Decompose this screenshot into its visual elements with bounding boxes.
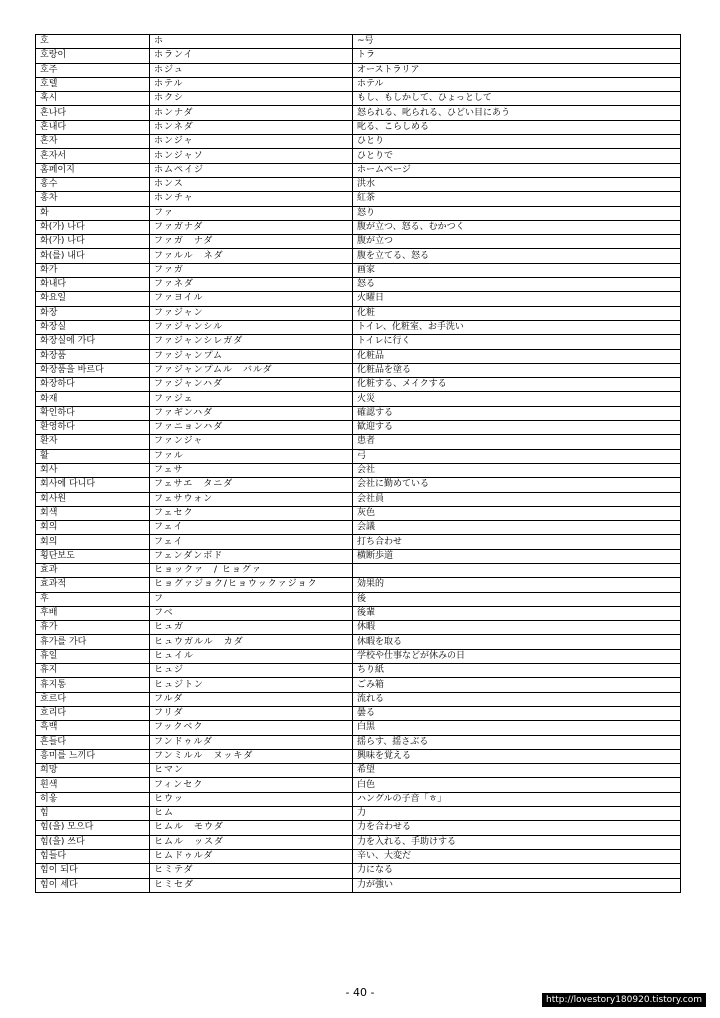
korean-word-cell: 화장실 <box>36 320 150 334</box>
korean-word-cell: 화내다 <box>36 278 150 292</box>
japanese-meaning-cell: トイレに行く <box>353 335 681 349</box>
katakana-reading-cell: ヒウッ <box>150 792 353 806</box>
katakana-reading-cell: フルダ <box>150 692 353 706</box>
korean-word-cell: 화장하다 <box>36 378 150 392</box>
korean-word-cell: 회사 <box>36 463 150 477</box>
japanese-meaning-cell: 力になる <box>353 864 681 878</box>
table-row <box>36 135 681 149</box>
katakana-reading-cell: フェイ <box>150 535 353 549</box>
table-row <box>36 664 681 678</box>
table-row <box>36 606 681 620</box>
korean-word-cell: 휴가 <box>36 621 150 635</box>
table-row <box>36 563 681 577</box>
japanese-meaning-cell: 後 <box>353 592 681 606</box>
table-row <box>36 435 681 449</box>
katakana-reading-cell: フェイ <box>150 521 353 535</box>
katakana-reading-cell: ファジャンプムル バルダ <box>150 363 353 377</box>
table-row <box>36 63 681 77</box>
table-row <box>36 849 681 863</box>
table-row <box>36 249 681 263</box>
korean-word-cell: 호주 <box>36 63 150 77</box>
table-row <box>36 706 681 720</box>
table-row <box>36 77 681 91</box>
korean-word-cell: 화재 <box>36 392 150 406</box>
japanese-meaning-cell: 白黒 <box>353 721 681 735</box>
katakana-reading-cell: ヒムル モウダ <box>150 821 353 835</box>
japanese-meaning-cell: 会社 <box>353 463 681 477</box>
korean-word-cell: 혼내다 <box>36 120 150 134</box>
korean-word-cell: 혼자 <box>36 135 150 149</box>
japanese-meaning-cell: 怒る <box>353 278 681 292</box>
table-row <box>36 406 681 420</box>
table-row <box>36 363 681 377</box>
korean-word-cell: 희망 <box>36 764 150 778</box>
katakana-reading-cell: ファジャンシレガダ <box>150 335 353 349</box>
korean-word-cell: 휴일 <box>36 649 150 663</box>
korean-word-cell: 힘이 세다 <box>36 878 150 892</box>
korean-word-cell: 호 <box>36 35 150 49</box>
katakana-reading-cell: フックベク <box>150 721 353 735</box>
table-row <box>36 878 681 892</box>
katakana-reading-cell: フィンセク <box>150 778 353 792</box>
katakana-reading-cell: ホクシ <box>150 92 353 106</box>
korean-word-cell: 회사원 <box>36 492 150 506</box>
korean-word-cell: 혼나다 <box>36 106 150 120</box>
table-row <box>36 807 681 821</box>
katakana-reading-cell: ヒュジ <box>150 664 353 678</box>
katakana-reading-cell: ファガ ナダ <box>150 235 353 249</box>
japanese-meaning-cell: 休暇 <box>353 621 681 635</box>
table-row <box>36 621 681 635</box>
korean-word-cell: 환영하다 <box>36 421 150 435</box>
korean-word-cell: 화 <box>36 206 150 220</box>
japanese-meaning-cell: ひとりで <box>353 149 681 163</box>
table-row <box>36 192 681 206</box>
table-row <box>36 49 681 63</box>
japanese-meaning-cell: もし、もしかして、ひょっとして <box>353 92 681 106</box>
katakana-reading-cell: ホンチャ <box>150 192 353 206</box>
table-row <box>36 335 681 349</box>
japanese-meaning-cell: 腹が立つ、怒る、むかつく <box>353 220 681 234</box>
japanese-meaning-cell: 力を入れる、手助けする <box>353 835 681 849</box>
table-row <box>36 635 681 649</box>
japanese-meaning-cell: 腹を立てる、怒る <box>353 249 681 263</box>
katakana-reading-cell: ファネダ <box>150 278 353 292</box>
table-row <box>36 678 681 692</box>
korean-word-cell: 회의 <box>36 521 150 535</box>
table-row <box>36 463 681 477</box>
table-row <box>36 492 681 506</box>
korean-word-cell: 힘(을) 모으다 <box>36 821 150 835</box>
japanese-meaning-cell: 怒り <box>353 206 681 220</box>
korean-word-cell: 흐리다 <box>36 706 150 720</box>
korean-word-cell: 화요일 <box>36 292 150 306</box>
japanese-meaning-cell: 歓迎する <box>353 421 681 435</box>
japanese-meaning-cell: 辛い、大変だ <box>353 849 681 863</box>
korean-word-cell: 호텔 <box>36 77 150 91</box>
japanese-meaning-cell: ひとり <box>353 135 681 149</box>
korean-word-cell: 힘들다 <box>36 849 150 863</box>
korean-word-cell: 화(가) 나다 <box>36 235 150 249</box>
katakana-reading-cell: ファニョンハダ <box>150 421 353 435</box>
katakana-reading-cell: フベ <box>150 606 353 620</box>
japanese-meaning-cell: 打ち合わせ <box>353 535 681 549</box>
katakana-reading-cell: ホンジャソ <box>150 149 353 163</box>
katakana-reading-cell: フェサウォン <box>150 492 353 506</box>
korean-word-cell: 흑백 <box>36 721 150 735</box>
table-row <box>36 149 681 163</box>
korean-word-cell: 흥미를 느끼다 <box>36 749 150 763</box>
japanese-meaning-cell: ホームページ <box>353 163 681 177</box>
katakana-reading-cell: ファギンハダ <box>150 406 353 420</box>
korean-word-cell: 휴지 <box>36 664 150 678</box>
table-row <box>36 535 681 549</box>
korean-word-cell: 화(를) 내다 <box>36 249 150 263</box>
katakana-reading-cell: ヒムル ッスダ <box>150 835 353 849</box>
japanese-meaning-cell: 怒られる、叱られる、ひどい目にあう <box>353 106 681 120</box>
table-row <box>36 92 681 106</box>
korean-word-cell: 화(가) 나다 <box>36 220 150 234</box>
vocabulary-table-body <box>36 35 681 893</box>
table-row <box>36 278 681 292</box>
table-row <box>36 478 681 492</box>
katakana-reading-cell: フンドゥルダ <box>150 735 353 749</box>
katakana-reading-cell: ファガナダ <box>150 220 353 234</box>
table-row <box>36 378 681 392</box>
japanese-meaning-cell: 力が強い <box>353 878 681 892</box>
katakana-reading-cell: ホランイ <box>150 49 353 63</box>
japanese-meaning-cell: 火曜日 <box>353 292 681 306</box>
table-row <box>36 177 681 191</box>
japanese-meaning-cell: 洪水 <box>353 177 681 191</box>
korean-word-cell: 화장 <box>36 306 150 320</box>
korean-word-cell: 회사에 다니다 <box>36 478 150 492</box>
table-row <box>36 421 681 435</box>
katakana-reading-cell: ファジェ <box>150 392 353 406</box>
katakana-reading-cell: ヒュウガルル カダ <box>150 635 353 649</box>
katakana-reading-cell: ファジャンシル <box>150 320 353 334</box>
katakana-reading-cell: ファジャンハダ <box>150 378 353 392</box>
katakana-reading-cell: フェンダンボド <box>150 549 353 563</box>
japanese-meaning-cell: 患者 <box>353 435 681 449</box>
table-row <box>36 292 681 306</box>
korean-word-cell: 혹시 <box>36 92 150 106</box>
table-row <box>36 206 681 220</box>
korean-word-cell: 화가 <box>36 263 150 277</box>
korean-word-cell: 후배 <box>36 606 150 620</box>
table-row <box>36 106 681 120</box>
katakana-reading-cell: ホンナダ <box>150 106 353 120</box>
table-row <box>36 349 681 363</box>
table-row <box>36 506 681 520</box>
katakana-reading-cell: ヒムドゥルダ <box>150 849 353 863</box>
katakana-reading-cell: ファ <box>150 206 353 220</box>
japanese-meaning-cell: 叱る、こらしめる <box>353 120 681 134</box>
table-row <box>36 449 681 463</box>
korean-word-cell: 흐르다 <box>36 692 150 706</box>
japanese-meaning-cell: 会社に勤めている <box>353 478 681 492</box>
japanese-meaning-cell: 腹が立つ <box>353 235 681 249</box>
katakana-reading-cell: ヒョックァ / ヒョグァ <box>150 563 353 577</box>
table-row <box>36 864 681 878</box>
table-row <box>36 692 681 706</box>
korean-word-cell: 흔들다 <box>36 735 150 749</box>
table-row <box>36 392 681 406</box>
katakana-reading-cell: ホンス <box>150 177 353 191</box>
katakana-reading-cell: ヒュイル <box>150 649 353 663</box>
japanese-meaning-cell: トラ <box>353 49 681 63</box>
table-row <box>36 220 681 234</box>
japanese-meaning-cell: トイレ、化粧室、お手洗い <box>353 320 681 334</box>
japanese-meaning-cell: ちり紙 <box>353 664 681 678</box>
japanese-meaning-cell: 画家 <box>353 263 681 277</box>
japanese-meaning-cell: ハングルの子音「ㅎ」 <box>353 792 681 806</box>
table-row <box>36 578 681 592</box>
table-row <box>36 735 681 749</box>
korean-word-cell: 휴지통 <box>36 678 150 692</box>
katakana-reading-cell: フ <box>150 592 353 606</box>
katakana-reading-cell: ヒマン <box>150 764 353 778</box>
table-row <box>36 235 681 249</box>
japanese-meaning-cell: 学校や仕事などが休みの日 <box>353 649 681 663</box>
korean-word-cell: 후 <box>36 592 150 606</box>
table-row <box>36 749 681 763</box>
japanese-meaning-cell: 紅茶 <box>353 192 681 206</box>
table-row <box>36 263 681 277</box>
korean-word-cell: 회의 <box>36 535 150 549</box>
table-row <box>36 549 681 563</box>
korean-word-cell: 확인하다 <box>36 406 150 420</box>
table-row <box>36 835 681 849</box>
japanese-meaning-cell: 流れる <box>353 692 681 706</box>
japanese-meaning-cell: オーストラリア <box>353 63 681 77</box>
table-row <box>36 521 681 535</box>
japanese-meaning-cell: 休暇を取る <box>353 635 681 649</box>
katakana-reading-cell: フェセク <box>150 506 353 520</box>
korean-word-cell: 환자 <box>36 435 150 449</box>
katakana-reading-cell: ホンジャ <box>150 135 353 149</box>
table-row <box>36 821 681 835</box>
korean-word-cell: 회색 <box>36 506 150 520</box>
korean-word-cell: 홍차 <box>36 192 150 206</box>
japanese-meaning-cell: 化粧品を塗る <box>353 363 681 377</box>
japanese-meaning-cell: 化粧品 <box>353 349 681 363</box>
japanese-meaning-cell: 曇る <box>353 706 681 720</box>
japanese-meaning-cell: 興味を覚える <box>353 749 681 763</box>
table-row <box>36 320 681 334</box>
katakana-reading-cell: ヒョグァジョク/ヒョウックァジョク <box>150 578 353 592</box>
korean-word-cell: 효과적 <box>36 578 150 592</box>
korean-word-cell: 효과 <box>36 563 150 577</box>
katakana-reading-cell: ホムペイジ <box>150 163 353 177</box>
japanese-meaning-cell: 力 <box>353 807 681 821</box>
katakana-reading-cell: フェサエ タニダ <box>150 478 353 492</box>
watermark-url: http://lovestory180920.tistory.com <box>542 993 706 1007</box>
korean-word-cell: 혼자서 <box>36 149 150 163</box>
korean-word-cell: 화장품 <box>36 349 150 363</box>
japanese-meaning-cell: 白色 <box>353 778 681 792</box>
japanese-meaning-cell: 会議 <box>353 521 681 535</box>
japanese-meaning-cell: 火災 <box>353 392 681 406</box>
table-row <box>36 649 681 663</box>
japanese-meaning-cell: 会社員 <box>353 492 681 506</box>
korean-word-cell: 홍수 <box>36 177 150 191</box>
katakana-reading-cell: ホ <box>150 35 353 49</box>
katakana-reading-cell: フリダ <box>150 706 353 720</box>
japanese-meaning-cell <box>353 563 681 577</box>
katakana-reading-cell: ファジャンプム <box>150 349 353 363</box>
table-row <box>36 721 681 735</box>
table-row <box>36 792 681 806</box>
katakana-reading-cell: ヒム <box>150 807 353 821</box>
japanese-meaning-cell: ホテル <box>353 77 681 91</box>
table-row <box>36 120 681 134</box>
katakana-reading-cell: ヒミテダ <box>150 864 353 878</box>
katakana-reading-cell: ファジャン <box>150 306 353 320</box>
japanese-meaning-cell: ごみ箱 <box>353 678 681 692</box>
korean-word-cell: 힘(을) 쓰다 <box>36 835 150 849</box>
japanese-meaning-cell: 希望 <box>353 764 681 778</box>
japanese-meaning-cell: 化粧する、メイクする <box>353 378 681 392</box>
katakana-reading-cell: フェサ <box>150 463 353 477</box>
japanese-meaning-cell: 灰色 <box>353 506 681 520</box>
table-row <box>36 163 681 177</box>
vocabulary-table <box>35 34 681 893</box>
korean-word-cell: 힘이 되다 <box>36 864 150 878</box>
table-row <box>36 764 681 778</box>
japanese-meaning-cell: 力を合わせる <box>353 821 681 835</box>
katakana-reading-cell: ホテル <box>150 77 353 91</box>
katakana-reading-cell: ヒミセダ <box>150 878 353 892</box>
korean-word-cell: 횡단보도 <box>36 549 150 563</box>
table-row <box>36 306 681 320</box>
korean-word-cell: 히읗 <box>36 792 150 806</box>
korean-word-cell: 호랑이 <box>36 49 150 63</box>
table-row <box>36 778 681 792</box>
table-row <box>36 592 681 606</box>
korean-word-cell: 흰색 <box>36 778 150 792</box>
japanese-meaning-cell: 確認する <box>353 406 681 420</box>
katakana-reading-cell: ヒュガ <box>150 621 353 635</box>
korean-word-cell: 화장품을 바르다 <box>36 363 150 377</box>
katakana-reading-cell: ファル <box>150 449 353 463</box>
katakana-reading-cell: ホジュ <box>150 63 353 77</box>
japanese-meaning-cell: 後輩 <box>353 606 681 620</box>
japanese-meaning-cell: 弓 <box>353 449 681 463</box>
japanese-meaning-cell: 効果的 <box>353 578 681 592</box>
korean-word-cell: 휴가를 가다 <box>36 635 150 649</box>
katakana-reading-cell: ファンジャ <box>150 435 353 449</box>
japanese-meaning-cell: 揺らす、揺さぶる <box>353 735 681 749</box>
katakana-reading-cell: ファルル ネダ <box>150 249 353 263</box>
korean-word-cell: 홈페이지 <box>36 163 150 177</box>
korean-word-cell: 화장실에 가다 <box>36 335 150 349</box>
page-number: - 40 - <box>345 986 375 999</box>
japanese-meaning-cell: 化粧 <box>353 306 681 320</box>
katakana-reading-cell: ヒュジトン <box>150 678 353 692</box>
japanese-meaning-cell: 横断歩道 <box>353 549 681 563</box>
korean-word-cell: 활 <box>36 449 150 463</box>
japanese-meaning-cell: ~号 <box>353 35 681 49</box>
katakana-reading-cell: ファガ <box>150 263 353 277</box>
katakana-reading-cell: ファヨイル <box>150 292 353 306</box>
table-row <box>36 35 681 49</box>
katakana-reading-cell: フンミルル ヌッキダ <box>150 749 353 763</box>
katakana-reading-cell: ホンネダ <box>150 120 353 134</box>
korean-word-cell: 힘 <box>36 807 150 821</box>
